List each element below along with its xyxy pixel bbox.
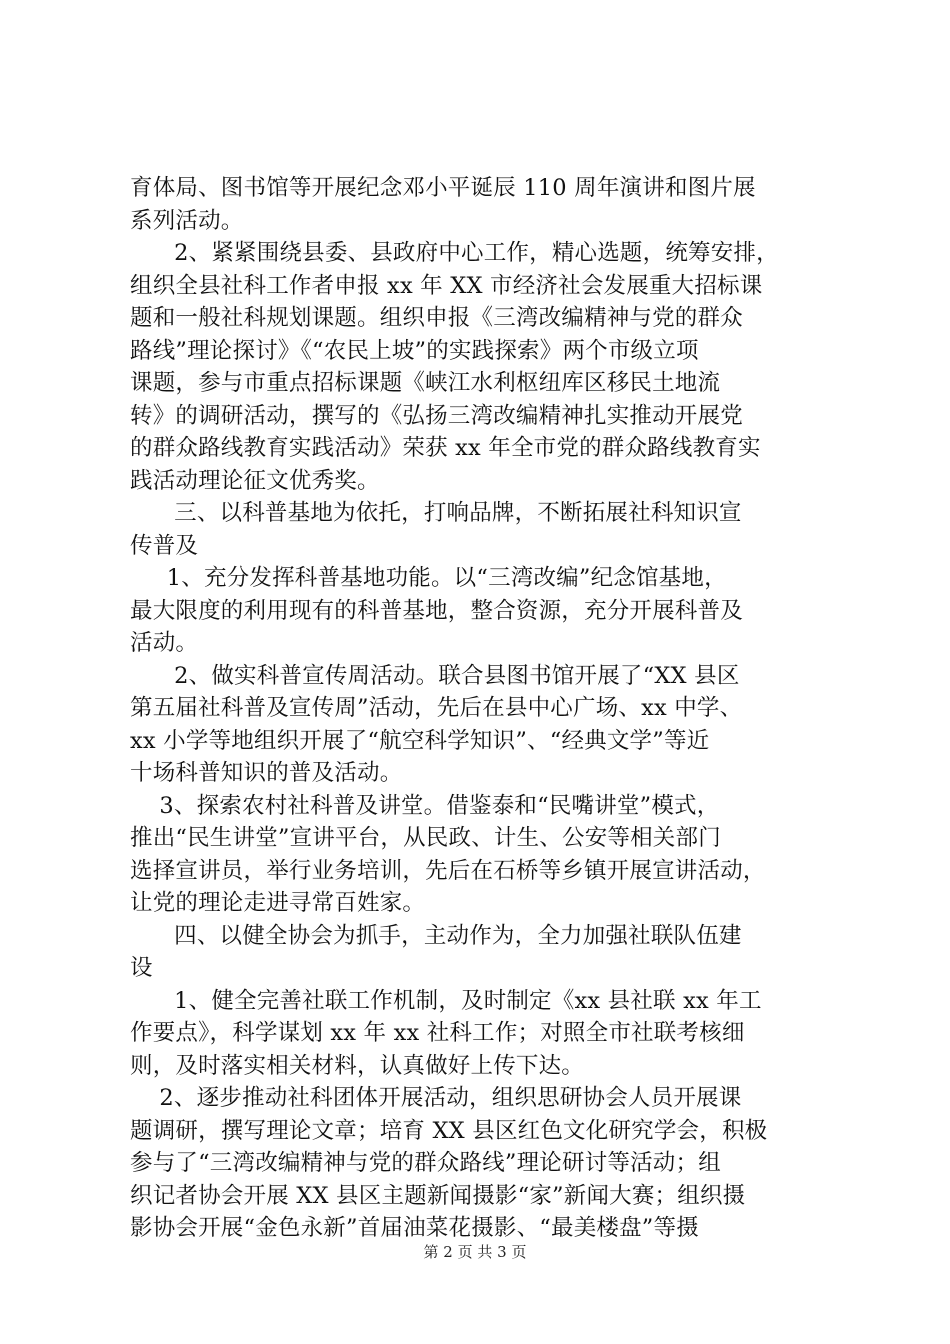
page-footer: 第 2 页 共 3 页 xyxy=(423,1243,527,1261)
text-line: 课题，参与市重点招标课题《峡江水利枢纽库区移民土地流 xyxy=(130,370,721,396)
text-line: 让党的理论走进寻常百姓家。 xyxy=(130,890,426,916)
document-body xyxy=(130,172,830,1245)
text-line: 四、以健全协会为抓手，主动作为，全力加强社联队伍建 xyxy=(130,922,742,949)
text-line: 转》的调研活动，撰写的《弘扬三湾改编精神扎实推动开展党 xyxy=(130,402,743,429)
text-line: 1、健全完善社联工作机制，及时制定《xx 县社联 xx 年工 xyxy=(130,987,762,1014)
text-line: 最大限度的利用现有的科普基地，整合资源，充分开展科普及 xyxy=(130,597,743,624)
text-line: 参与了“三湾改编精神与党的群众路线”理论研讨等活动；组 xyxy=(130,1150,721,1176)
text-line: 推出“民生讲堂”宣讲平台，从民政、计生、公安等相关部门 xyxy=(130,825,721,851)
text-line: 育体局、图书馆等开展纪念邓小平诞辰 110 周年演讲和图片展 xyxy=(130,175,756,201)
text-line: 则，及时落实相关材料，认真做好上传下达。 xyxy=(130,1052,585,1079)
text-line: 传普及 xyxy=(130,532,199,559)
text-line: 3、探索农村社科普及讲堂。借鉴泰和“民嘴讲堂”模式， xyxy=(130,792,720,819)
text-line: 1、充分发挥科普基地功能。以“三湾改编”纪念馆基地， xyxy=(130,565,727,591)
text-line: 2、做实科普宣传周活动。联合县图书馆开展了“XX 县区 xyxy=(130,662,740,689)
text-line: 十场科普知识的普及活动。 xyxy=(130,760,403,786)
text-line: 题和一般社科规划课题。组织申报《三湾改编精神与党的群众 xyxy=(130,305,743,331)
text-line: 影协会开展“金色永新”首届油菜花摄影、“最美楼盘”等摄 xyxy=(130,1215,699,1241)
text-line: 路线”理论探讨》《“农民上坡”的实践探索》两个市级立项 xyxy=(130,337,699,364)
text-line: 践活动理论征文优秀奖。 xyxy=(130,467,380,494)
text-line: 三、以科普基地为依托，打响品牌，不断拓展社科知识宣 xyxy=(130,500,742,526)
text-line: 织记者协会开展 XX 县区主题新闻摄影“家”新闻大赛；组织摄 xyxy=(130,1182,746,1209)
text-line: 2、逐步推动社科团体开展活动，组织思研协会人员开展课 xyxy=(130,1085,742,1111)
text-line: 的群众路线教育实践活动》荣获 xx 年全市党的群众路线教育实 xyxy=(130,435,761,461)
text-line: 第五届社科普及宣传周”活动，先后在县中心广场、xx 中学、 xyxy=(130,695,743,721)
text-line: xx 小学等地组织开展了“航空科学知识”、“经典文学”等近 xyxy=(130,727,710,754)
text-line: 组织全县社科工作者申报 xx 年 XX 市经济社会发展重大招标课 xyxy=(130,272,763,299)
text-line: 系列活动。 xyxy=(130,207,244,234)
text-line: 活动。 xyxy=(130,630,199,656)
text-line: 作要点》，科学谋划 xx 年 xx 社科工作；对照全市社联考核细 xyxy=(130,1020,745,1046)
text-line: 设 xyxy=(130,955,153,981)
text-line: 2、紧紧围绕县委、县政府中心工作，精心选题，统筹安排， xyxy=(130,240,779,266)
text-line: 选择宣讲员，举行业务培训，先后在石桥等乡镇开展宣讲活动， xyxy=(130,857,766,884)
text-line: 题调研，撰写理论文章；培育 XX 县区红色文化研究学会，积极 xyxy=(130,1117,768,1144)
